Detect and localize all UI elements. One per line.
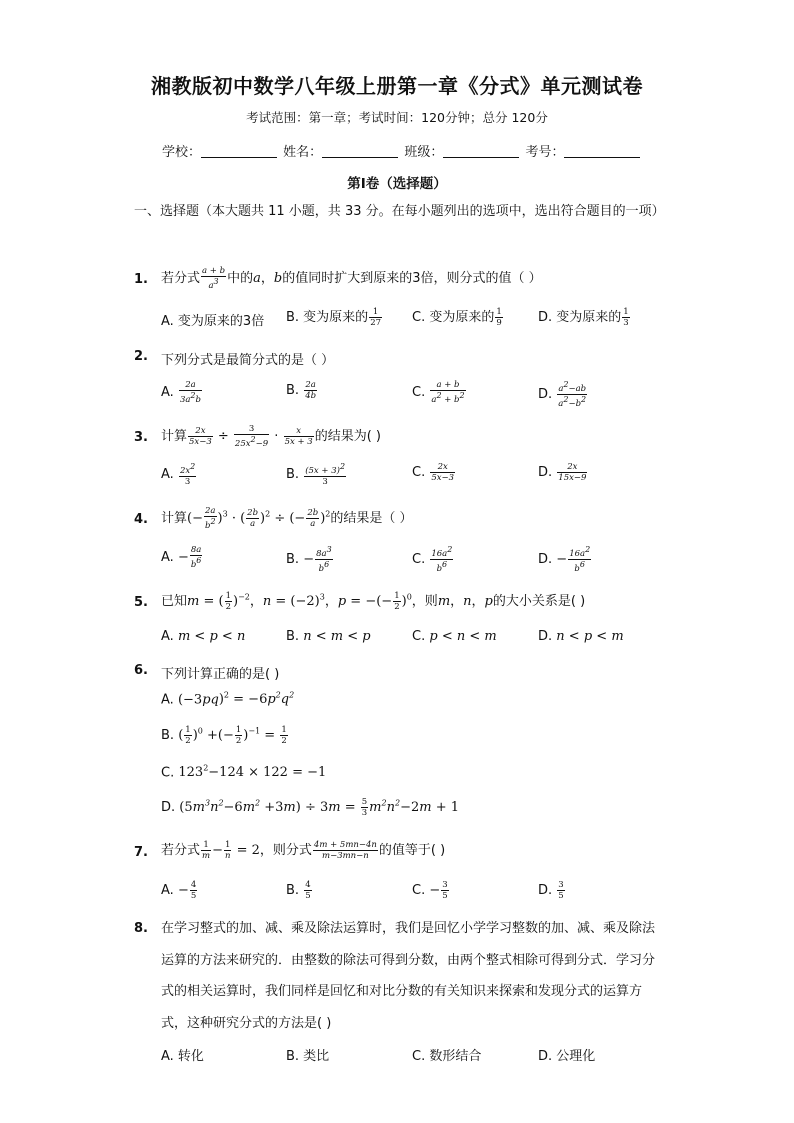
school-blank[interactable] (201, 145, 277, 158)
option-c[interactable]: C. $\frac{2x}{5x-3}$ (412, 462, 455, 483)
exam-number-label: 考号： (525, 145, 565, 160)
question-number: 8. (134, 921, 148, 936)
option-a[interactable]: A. $\frac{2x^2}{3}$ (161, 462, 196, 487)
option-b[interactable]: B. ( $\frac{1}{2}$ )$^0$ +(− $\frac{1}{2}$ )$^{-1}$ = $\frac{1}{2}$ (161, 725, 287, 746)
option-a[interactable]: A. 变为原来的3倍 (161, 314, 265, 329)
question-4-text: 计算(− $\frac{2a}{b^2}$ )$^3$ · ( $\frac{2b}{a}$ )$^2$ ÷ (− $\frac{2b}{a}$ )$^2$的结果是（ ） (161, 506, 413, 531)
option-c[interactable]: C. $123^2-124 \times 122 = -1$ (161, 764, 327, 781)
name-blank[interactable] (322, 145, 398, 158)
question-1-text: 若分式 $\frac{a + b}{a^3}$ 中的a，b的值同时扩大到原来的3倍，则分式的值（ ） (161, 266, 542, 291)
question-number: 2. (134, 349, 148, 364)
option-b[interactable]: B. − $\frac{8a^3}{b^6}$ (286, 545, 332, 574)
option-b[interactable]: B. 变为原来的 $\frac{1}{27}$ (286, 307, 382, 328)
question-6-text: 下列计算正确的是( ) (161, 667, 280, 682)
question-number: 3. (134, 430, 148, 445)
question-number: 1. (134, 272, 148, 287)
class-label: 班级： (404, 145, 444, 160)
option-b[interactable]: B. 类比 (286, 1049, 330, 1064)
exam-number-blank[interactable] (564, 145, 640, 158)
question-7-text: 若分式 $\frac{1}{m}$ − $\frac{1}{n}$ = 2，则分式 $\frac{4m + 5mn-4n}{m-3mn-n}$ 的值等于( ) (161, 840, 446, 861)
option-d[interactable]: D. $\frac{2x}{15x-9}$ (538, 462, 587, 483)
option-c[interactable]: C. − $\frac{3}{5}$ (412, 880, 448, 901)
option-c[interactable]: C. p < n < m (412, 629, 497, 644)
option-a[interactable]: A. $\frac{2a}{3a^2b}$ (161, 380, 201, 405)
option-a[interactable]: A. $(-3pq)^2 = -6p^2q^2$ (161, 691, 295, 708)
school-label: 学校： (162, 145, 202, 160)
option-d[interactable]: D. n < p < m (538, 629, 624, 644)
option-d[interactable]: D. 公理化 (538, 1049, 596, 1064)
question-number: 5. (134, 595, 148, 610)
question-number: 7. (134, 845, 148, 860)
exam-info: 考试范围：第一章；考试时间：120分钟；总分 120分 (246, 110, 548, 125)
option-a[interactable]: A. − $\frac{8a}{b^6}$ (161, 545, 202, 570)
page-title: 湘教版初中数学八年级上册第一章《分式》单元测试卷 (151, 74, 643, 98)
option-b[interactable]: B. $\frac{(5x + 3)^2}{3}$ (286, 462, 346, 487)
question-5-text: 已知m = ( $\frac{1}{2}$ )$^{-2}$，$n = (-2)^3$，p = −(− $\frac{1}{2}$ )$^0$，则m，n，p的大小关系是( ) (161, 591, 586, 612)
option-a[interactable]: A. 转化 (161, 1049, 204, 1064)
option-b[interactable]: B. n < m < p (286, 629, 371, 644)
class-blank[interactable] (443, 145, 519, 158)
question-2-text: 下列分式是最简分式的是（ ） (161, 353, 335, 368)
question-number: 4. (134, 512, 148, 527)
option-c[interactable]: C. 变为原来的 $\frac{1}{9}$ (412, 307, 502, 328)
option-c[interactable]: C. $\frac{a + b}{a^2 + b^2}$ (412, 380, 465, 405)
option-c[interactable]: C. 数形结合 (412, 1049, 482, 1064)
name-label: 姓名： (283, 145, 323, 160)
option-d[interactable]: D. $\frac{a^2-ab}{a^2-b^2}$ (538, 380, 587, 409)
option-b[interactable]: B. $\frac{4}{5}$ (286, 880, 311, 901)
section-heading: 一、选择题（本大题共 11 小题，共 33 分。在每小题列出的选项中，选出符合题目的一项） (134, 204, 665, 219)
option-a[interactable]: A. m < p < n (161, 629, 246, 644)
option-a[interactable]: A. − $\frac{4}{5}$ (161, 880, 197, 901)
option-d[interactable]: D. $(5m^3n^2-6m^2 +3m) \div 3m$ = $\frac{5}{3}$ $m^2n^2-2m + 1$ (161, 797, 459, 818)
option-d[interactable]: D. $\frac{3}{5}$ (538, 880, 564, 901)
question-8-text: 在学习整式的加、减、乘及除法运算时，我们是回忆小学学习整数的加、减、乘及除法运算的方法来研究的．由整数的除法可得到分数，由两个整式相除可得到分式．学习分式的相关运算时，我们同样是回忆和对比分数的有关知识来探索和发现分式的运算方式，这种研究分式的方法是( ) (161, 921, 656, 1031)
option-d[interactable]: D. − $\frac{16a^2}{b^6}$ (538, 545, 591, 574)
question-number: 6. (134, 663, 148, 678)
option-b[interactable]: B. $\frac{2a}{4b}$ (286, 380, 317, 401)
option-d[interactable]: D. 变为原来的 $\frac{1}{3}$ (538, 307, 629, 328)
option-c[interactable]: C. $\frac{16a^2}{b^6}$ (412, 545, 453, 574)
part-title: 第I卷（选择题） (347, 176, 447, 192)
question-3-text: 计算 $\frac{2x}{5x-3}$ ÷ $\frac{3}{25x^2-9}$ · $\frac{x}{5x + 3}$ 的结果为( ) (161, 424, 381, 449)
student-info-line (162, 141, 642, 160)
